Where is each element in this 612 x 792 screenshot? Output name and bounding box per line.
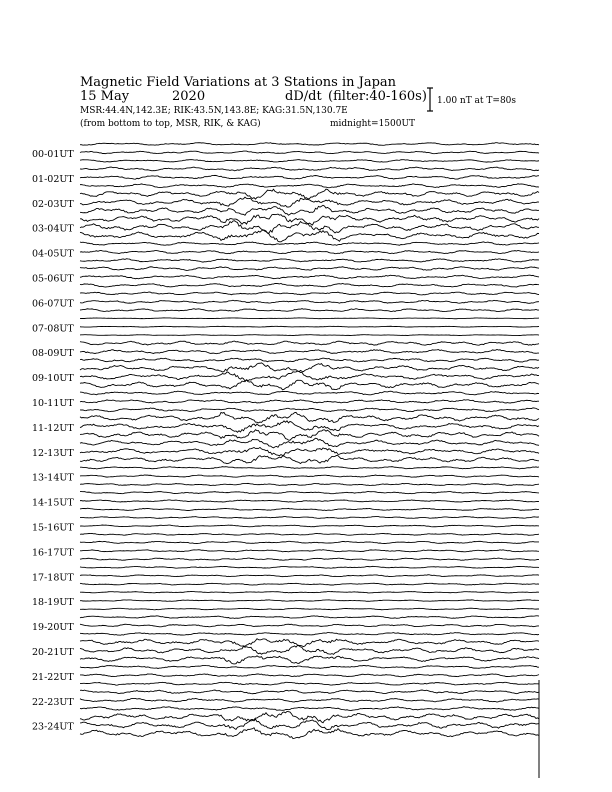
trace-msr [80,160,539,163]
quantity-label: dD/dt [285,89,322,104]
trace-rik [80,151,539,154]
scale-label: 1.00 nT at T=80s [437,96,517,106]
hour-label: 18-19UT [32,597,74,609]
trace-kag [80,517,539,519]
trace-rik [80,719,539,729]
hour-label: 17-18UT [32,572,74,584]
trace-kag [80,214,539,225]
trace-rik [80,447,539,455]
trace-kag [80,292,539,295]
trace-kag [80,267,539,271]
trace-msr [80,230,539,242]
trace-msr [80,682,539,685]
trace-kag [80,591,539,592]
trace-kag [80,189,539,199]
scale-bar [427,88,433,111]
trace-kag [80,665,539,668]
chart-title: Magnetic Field Variations at 3 Stations in Japan [80,75,397,90]
trace-msr [80,728,539,739]
trace-rik [80,674,539,677]
hour-label: 07-08UT [32,323,74,335]
hour-label: 19-20UT [32,622,74,634]
trace-rik [80,600,539,601]
trace-kag [80,363,539,372]
trace-rik [80,300,539,303]
trace-kag [80,616,539,619]
trace-msr [80,533,539,535]
trace-kag [80,438,539,448]
trace-msr [80,184,539,188]
hour-label: 21-22UT [32,671,74,683]
trace-rik [80,645,539,654]
trace-kag [80,491,539,493]
trace-msr [80,707,539,711]
trace-rik [80,371,539,381]
trace-kag [80,391,539,395]
hour-label: 05-06UT [32,273,74,285]
hour-label: 13-14UT [32,472,74,484]
hour-label: 06-07UT [32,298,74,310]
trace-rik [80,525,539,527]
hour-label: 10-11UT [32,398,74,409]
trace-kag [80,566,539,568]
hour-label: 14-15UT [32,497,74,509]
trace-msr [80,205,539,215]
trace-kag [80,242,539,245]
hour-label: 22-23UT [32,696,74,708]
trace-msr [80,380,539,390]
trace-rik [80,175,539,179]
trace-msr [80,583,539,585]
trace-rik [80,400,539,403]
trace-msr [80,408,539,412]
trace-rik [80,275,539,279]
trace-group [80,143,539,739]
trace-msr [80,608,539,610]
trace-kag [80,412,539,422]
hour-label: 23-24UT [32,721,74,733]
trace-msr [80,335,539,336]
date-day: 15 May [80,89,130,104]
trace-rik [80,421,539,432]
midnight-note: midnight=1500UT [330,119,416,129]
hour-label: 15-16UT [32,522,74,534]
trace-rik [80,550,539,552]
filter-label: (filter:40-160s) [328,89,427,104]
date-year: 2020 [172,89,206,104]
trace-rik [80,326,539,327]
hour-label: 03-04UT [32,223,74,235]
trace-rik [80,624,539,627]
trace-kag [80,318,539,319]
hour-label: 01-02UT [32,173,74,185]
trace-msr [80,358,539,362]
trace-rik [80,500,539,502]
trace-msr [80,483,539,485]
trace-kag [80,639,539,647]
trace-msr [80,455,539,463]
trace-kag [80,167,539,171]
station-coordinates: MSR:44.4N,142.3E; RIK:43.5N,143.8E; KAG:31.5N,130.7E [80,106,348,116]
trace-rik [80,698,539,702]
trace-msr [80,508,539,510]
station-order-note: (from bottom to top, MSR, RIK, & KAG) [80,119,261,129]
trace-rik [80,349,539,353]
trace-msr [80,656,539,664]
hour-label: 12-13UT [32,447,74,459]
hour-label: 02-03UT [32,198,74,210]
trace-msr [80,309,539,312]
trace-kag [80,690,539,694]
trace-rik [80,475,539,477]
trace-rik [80,250,539,253]
hour-labels [32,149,74,733]
trace-rik [80,575,539,577]
trace-kag [80,143,539,146]
hour-label: 16-17UT [32,547,74,559]
hour-label: 20-21UT [32,647,74,658]
hour-label: 04-05UT [32,248,74,260]
hour-label: 00-01UT [32,149,74,160]
trace-msr [80,558,539,560]
trace-kag [80,467,539,469]
trace-msr [80,633,539,636]
trace-msr [80,259,539,262]
trace-kag [80,341,539,345]
trace-msr [80,430,539,441]
hour-label: 08-09UT [32,348,74,360]
trace-kag [80,541,539,543]
hour-label: 11-12UT [32,422,74,434]
hour-label: 09-10UT [32,373,74,385]
trace-msr [80,283,539,287]
